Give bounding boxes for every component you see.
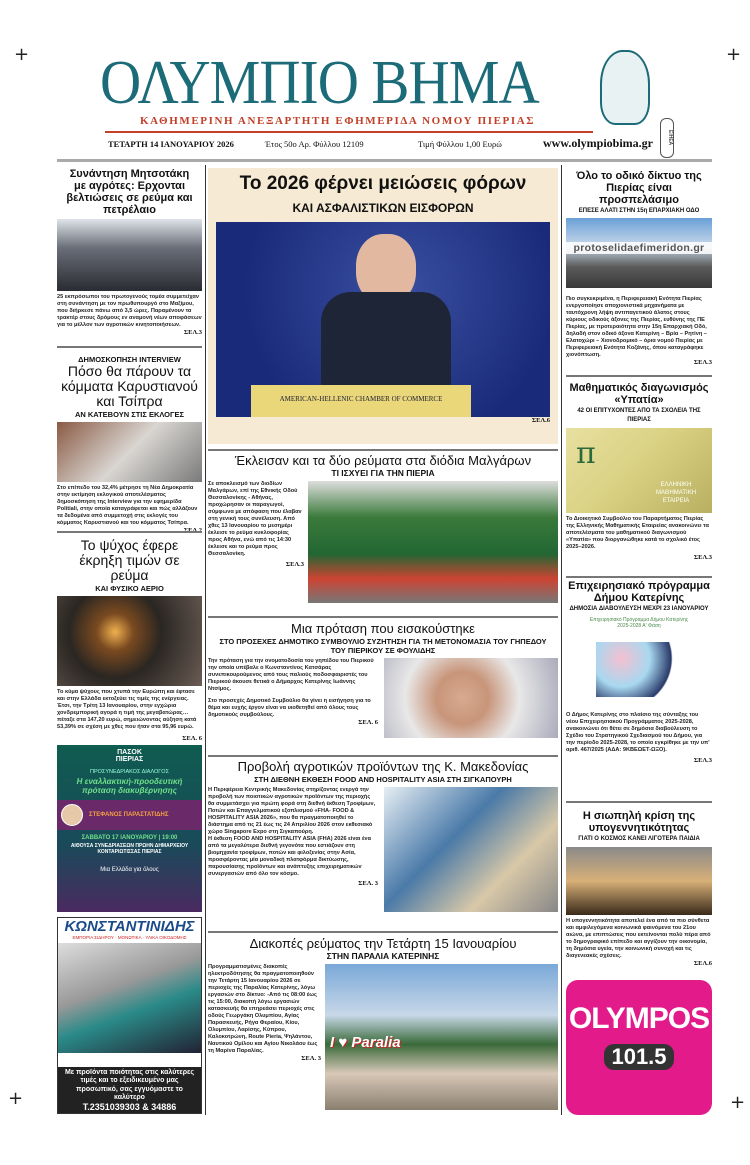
page-ref: ΣΕΛ. 6 xyxy=(182,735,202,742)
headline: Το ψύχος έφερε έκρηξη τιμών σε ρεύμα xyxy=(79,537,180,583)
konstantinidis-ad[interactable] xyxy=(57,917,202,1114)
ad-headline: Η εναλλακτική-προοδευτική πρόταση διακυβέρνησης xyxy=(76,777,183,795)
center-column xyxy=(208,168,558,1118)
article-photo xyxy=(57,422,202,482)
masthead-logo: ΟΛΥΜΠΙΟ ΒΗΜΑ xyxy=(100,49,539,117)
podium-sign: AMERICAN-HELLENIC CHAMBER OF COMMERCE xyxy=(251,385,471,417)
article[interactable] xyxy=(57,538,202,742)
article-body: Την πρόταση για την ονοματοδοσία του γηπέδου του Πιερικού την οποία υπέβαλε ο Κωνσταντίνος Κατσάρας συνεπικουρούμενος από τους παλιούς ποδοσφαιριστές του Πιερικού άκουσε θετικά ο Δήμαρχος Κατερίνης Ιωάννης Ντσίμος. xyxy=(208,658,374,692)
issue-date: ΤΕΤΑΡΤΗ 14 ΙΑΝΟΥΑΡΙΟΥ 2026 xyxy=(108,139,234,149)
road-photo xyxy=(566,218,712,288)
article[interactable] xyxy=(57,168,202,336)
article-body: Στο επίπεδο του 32,4% μέτρησε τη Νέα Δημοκρατία στην εκτίμηση εκλογικού αποτελέσματος δημοσκόπηση της Interview για την εφημερίδα Politiali, στην οποία καταγράφεται και πώς αλλάζουν τα δεδομένα από συμμετοχή στις εκλογές του κόμματος Καρυστιανού και του κόμματος Τσίπρα. xyxy=(57,485,198,526)
divider xyxy=(57,159,712,162)
headline: Μαθηματικός διαγωνισμός «Υπατία» xyxy=(569,382,709,406)
divider xyxy=(566,576,712,578)
article[interactable] xyxy=(566,170,712,366)
ad-phone: Τ.2351039303 & 34886 xyxy=(82,1101,177,1112)
article-body: Η Περιφέρεια Κεντρικής Μακεδονίας στηρίζοντας ενεργά την προβολή των ποιοτικών αγροτικών προϊόντων της περιοχής θα συμμετάσχει για πρώτη φορά στη διεθνή έκθεση Τροφίμων, Ποτών και Επαγγελματικού εξοπλισμού «FHA- FOOD & HOSPITALITY ASIA 2026», που θα πραγματοποιηθεί το διάστημα από τις 21 έως τις 24 Απριλίου 2026 στον εκθεσιακό χώρο Singapore Expo στη Σιγκαπούρη. xyxy=(208,787,376,835)
column-rule xyxy=(205,165,206,1115)
tractors-photo xyxy=(308,481,558,603)
divider xyxy=(57,531,202,533)
article-body: Το Διοικητικό Συμβούλιο του Παραρτήματος Πιερίας της Ελληνικής Μαθηματικής Εταιρείας ανακοινώνει τα αποτελέσματα του μαθηματικού διαγωνισμού «Υπατία» που διοργανώθηκε κατά το σχολικό έτος 2025–2026. xyxy=(566,516,709,550)
article-body: Πιο συγκεκριμένα, η Περιφερειακή Ενότητα Πιερίας ενεργοποίησε αποχιονιστικά μηχανήματα με ταυτόχρονη λήψη αντιπαγετικού άλατος στους κύριους οδικούς άξονες της Πιερίας, ευθύνης της ΠΕ Πιερίας, με προτεραιότητα στην 15η Επαρχιακή Οδό, δηλαδή στον οδικό άξονα Κατερίνη – Βρία – Ρητίνη – Ελατοχώρι – Χιονοδρομικό – όρια νομού Πιερίας με Περιφερειακή Ενότητα Κοζάνης, όπου καταγράφηκε χιονόπτωση. xyxy=(566,296,707,358)
headline: Προβολή αγροτικών προϊόντων της Κ. Μακεδονίας xyxy=(237,759,529,774)
image-caption: Επιχειρησιακό Πρόγραμμα Δήμου Κατερίνης 2025-2028 Α' Φάση xyxy=(589,617,689,629)
article-body: Προγραμματισμένες διακοπές ηλεκτροδότησης θα πραγματοποιηθούν την Τετάρτη 15 Ιανουαρίου 2026 σε περιοχές της Παραλίας Κατερίνης, λόγω εργασιών στο δίκτυο: -Από τις 08:00 έως τις 15:00, διακοπή λόγω εργασιών κατασκευής θα επηρεάσει περιοχές στις οδούς Γεωργάκη Ολυμπίου, Αγίας Παρασκευής, Ρήγα Φεραίου, Κίου, Ολυμπίου, Λαρίσης, Κύπρου, Καλοκοτρώνη, Route Pieria, Ψηλάντου, Ναυτικού Ομίλου και Αγίου Νικολάου έως τη Μαρίνα Παραλίας. xyxy=(208,964,318,1054)
subheadline: ΓΙΑΤΙ Ο ΚΟΣΜΟΣ ΚΑΝΕΙ ΛΙΓΟΤΕΡΑ ΠΑΙΔΙΑ xyxy=(578,836,700,842)
crop-mark: + xyxy=(730,1092,746,1113)
page-ref: ΣΕΛ. 3 xyxy=(301,1055,321,1062)
page-ref: ΣΕΛ.3 xyxy=(693,757,712,764)
page-ref: ΣΕΛ.6 xyxy=(531,417,550,424)
ad-speaker: ΣΤΕΦΑΝΟΣ ΠΑΡΑΣΤΑΤΙΔΗΣ xyxy=(89,812,169,818)
divider xyxy=(57,346,202,348)
headline: Επιχειρησιακό πρόγραμμα Δήμου Κατερίνης xyxy=(568,580,710,604)
ad-region: ΠΙΕΡΙΑΣ xyxy=(115,756,144,763)
right-column xyxy=(566,168,712,1118)
article[interactable] xyxy=(208,453,558,603)
ad-brand: ΚΩΝΣΤΑΝΤΙΝΙΔΗΣ xyxy=(64,918,195,935)
page-ref: ΣΕΛ.3 xyxy=(285,561,304,568)
ad-tagline: ΕΜΠΟΡΙΑ ΣΙΔΗΡΟΥ · ΜΟΝΩΤΙΚΑ · ΥΛΙΚΑ ΟΙΚΟΔΟΜΗΣ xyxy=(72,935,187,940)
page-ref: ΣΕΛ.3 xyxy=(693,359,712,366)
column-rule xyxy=(561,165,562,1115)
article[interactable] xyxy=(208,621,558,738)
article-body: Ο Δήμος Κατερίνης στο πλαίσιο της σύνταξης του νέου Επιχειρησιακού Προγράμματος 2025-2028, ανακοινώνει ότι θέτει σε δημόσια διαβούλευση το Σχέδιο του Στρατηγικού Σχεδιασμού του Δήμου, για την περίοδο 2025-2028, το οποίο εγκρίθηκε με την υπ' αριθ. 467/2025 (ΑΔΑ: 9ΚΒΕΩΕΤ-ΩΞΟ). xyxy=(566,712,710,753)
issue-number: Έτος 50ο Αρ. Φύλλου 12109 xyxy=(265,139,364,149)
page-ref: ΣΕΛ. 3 xyxy=(358,880,378,887)
ad-slogan: Μια Ελλάδα για όλους xyxy=(100,867,159,873)
olympos-radio-ad[interactable] xyxy=(566,980,712,1115)
headline: Πόσο θα πάρουν τα κόμματα Καρυστιανού και Τσίπρα xyxy=(61,363,198,409)
crop-mark: + xyxy=(14,44,30,65)
article-body: Στο προσεχές Δημοτικό Συμβούλιο θα γίνει η εισήγηση για το θέμα και ευχής έργον είναι να υιοθετηθεί από όλους τους δημοτικούς συμβούλους. xyxy=(208,698,371,718)
article-body: Σε αποκλεισμό των διοδίων Μαλγάρων, επί της Εθνικής Οδού Θεσσαλονίκης - Αθήνας, προχώρησαν οι παραγωγοί, σύμφωνα με απόφαση που έλαβαν στη γενική τους συνέλευση. Από χθες 13 Ιανουαρίου το μεσημέρι έκλεισε το ρεύμα κυκλοφορίας προς Αθήνα, ενώ από τις 14:30 έκλεισε και το ρεύμα προς Θεσσαλονίκη. xyxy=(208,481,302,557)
portrait-photo xyxy=(384,658,558,738)
article-body: Η έκθεση FOOD AND HOSPITALITY ASIA (FHA) 2026 είναι ένα από τα μεγαλύτερα διεθνή γεγονότα που εστιάζουν στη βιομηχανία τροφίμων, ποτών και φιλοξενίας στην Ασία, προσφέροντας μία μοναδική πλατφόρμα δικτύωσης, παρουσίασης προϊόντων και ανάπτυξης επιχειρηματικών συνεργασιών από όλο τον κόσμο. xyxy=(208,836,372,877)
divider xyxy=(208,616,558,618)
subheadline: ΣΤΗ ΔΙΕΘΝΗ ΕΚΘΕΣΗ FOOD AND HOSPITALITY ASIA ΣΤΗ ΣΙΓΚΑΠΟΥΡΗ xyxy=(254,775,512,784)
divider xyxy=(208,449,558,451)
family-illustration xyxy=(596,642,681,697)
lead-photo xyxy=(216,222,550,417)
pasok-ad[interactable] xyxy=(57,745,202,912)
crop-mark: + xyxy=(8,1088,24,1109)
ad-brand: OLYMPOS xyxy=(568,1002,710,1035)
lead-subheadline: ΚΑΙ ΑΣΦΑΛΙΣΤΙΚΩΝ ΕΙΣΦΟΡΩΝ xyxy=(292,201,474,215)
article[interactable] xyxy=(566,382,712,561)
article[interactable] xyxy=(208,759,558,912)
expo-photo xyxy=(384,787,558,912)
article-body: 25 εκπρόσωποι του πρωτογενούς τομέα συμμετείχαν στη συνάντηση με τον πρωθυπουργό στο Μαξίμου, που διήρκεσε πάνω από 3,5 ώρες. Παραμένουν τα τρακτέρ στους δρόμους εν αναμονή νέων αποφάσεων για το μέλλον των αγροτικών κινητοποιήσεων. xyxy=(57,294,202,328)
page-ref: ΣΕΛ. 6 xyxy=(358,719,378,726)
crop-mark: + xyxy=(726,44,742,65)
ad-org: ΠΑΣΟΚ xyxy=(117,749,142,756)
silhouette-photo xyxy=(566,847,712,915)
lightbulb-photo xyxy=(57,596,202,686)
article-photo xyxy=(57,219,202,291)
article[interactable] xyxy=(566,810,712,967)
zeus-head-logo xyxy=(600,50,650,125)
esiea-badge: ΕΙΗΕΑ xyxy=(660,118,674,158)
divider xyxy=(208,755,558,757)
headline: Η σιωπηλή κρίση της υπογεννητικότητας xyxy=(582,810,696,834)
headline: Διακοπές ρεύματος την Τετάρτη 15 Ιανουαρίου xyxy=(249,936,517,951)
page-ref: ΣΕΛ.3 xyxy=(693,554,712,561)
ad-text: Με προϊόντα ποιότητας στις καλύτερες τιμές και το εξειδικευμένο μας προσωπικό, σας εγγυόμαστε το καλύτερο xyxy=(64,1068,195,1101)
left-column xyxy=(57,168,202,1118)
headline: Μια πρόταση που εισακούστηκε xyxy=(291,621,475,636)
subheadline: 42 ΟΙ ΕΠΙΤΥΧΟΝΤΕΣ ΑΠΟ ΤΑ ΣΧΟΛΕΙΑ ΤΗΣ ΠΙΕΡΙΑΣ xyxy=(577,408,701,423)
subheadline: ΚΑΙ ΦΥΣΙΚΟ ΑΕΡΙΟ xyxy=(95,584,164,593)
subheadline: ΣΤΗΝ ΠΑΡΑΛΙΑ ΚΑΤΕΡΙΝΗΣ xyxy=(326,951,440,961)
divider xyxy=(566,801,712,803)
subheadline: ΑΝ ΚΑΤΕΒΟΥΝ ΣΤΙΣ ΕΚΛΟΓΕΣ xyxy=(74,410,185,419)
issue-price: Τιμή Φύλλου 1,00 Ευρώ xyxy=(418,139,502,149)
headline: Συνάντηση Μητσοτάκη με αγρότες: Ερχονται βελτιώσεις σε ρεύμα και πετρέλαιο xyxy=(66,168,193,216)
subheadline: ΔΗΜΟΣΙΑ ΔΙΑΒΟΥΛΕΥΣΗ ΜΕΧΡΙ 23 ΙΑΝΟΥΑΡΙΟΥ xyxy=(569,606,709,612)
divider xyxy=(105,131,593,133)
headline: Έκλεισαν και τα δύο ρεύματα στα διόδια Μαλγάρων xyxy=(234,453,532,468)
lead-headline: Το 2026 φέρνει μειώσεις φόρων xyxy=(239,173,527,194)
image-caption: ΕΛΛΗΝΙΚΗ ΜΑΘΗΜΑΤΙΚΗ ΕΤΑΙΡΕΙΑ xyxy=(655,482,697,504)
divider xyxy=(208,931,558,933)
headline: Όλο το οδικό δίκτυο της Πιερίας είναι προσπελάσιμο xyxy=(576,170,702,206)
article[interactable] xyxy=(566,580,712,764)
paralia-photo xyxy=(325,964,558,1110)
article-body: Η υπογεννητικότητα αποτελεί ένα από τα πιο σύνθετα και αμφιλεγόμενα κοινωνικά φαινόμενα του 21ου αιώνα, με επιπτώσεις που εκτείνονται πολύ πέρα από το δημογραφικό επίπεδο και αγγίζουν την οικονομία, τη δημόσια υγεία, την κοινωνική συνοχή και τις διαγενεακές σχέσεις. xyxy=(566,918,711,959)
article-body: Το κύμα ψύχους που χτυπά την Ευρώπη και έφτασε και στην Ελλάδα εκτοξεύει τις τιμές της ενέργειας. Έτσι, την Τρίτη 13 Ιανουαρίου, στην εγχώρια χονδρεμπορική αγορά η τιμή της μεγαβατώρας… πέταξε στα 147,20 ευρώ, σημειώνοντας αύξηση κατά 53,39% σε σχέση με χθες που ήταν στα 95,96 ευρώ. xyxy=(57,689,197,730)
speaker-avatar xyxy=(61,804,83,826)
subheadline: ΤΙ ΙΣΧΥΕΙ ΓΙΑ ΤΗΝ ΠΙΕΡΙΑ xyxy=(331,468,435,478)
subheadline: ΣΤΟ ΠΡΟΣΕΧΕΣ ΔΗΜΟΤΙΚΟ ΣΥΜΒΟΥΛΙΟ ΣΥΖΗΤΗΣΗ ΓΙΑ ΤΗ ΜΕΤΟΝΟΜΑΣΙΑ ΤΟΥ ΓΗΠΕΔΟΥ ΤΟΥ ΠΙΕΡΙΚΟΥ ΣΕ ΦΟΥΛΙΔΗΣ xyxy=(219,637,547,655)
article[interactable] xyxy=(208,936,558,1110)
page-ref: ΣΕΛ.3 xyxy=(183,329,202,336)
lead-article[interactable] xyxy=(208,168,558,444)
masthead-tagline: ΚΑΘΗΜΕΡΙΝΗ ΑΝΕΞΑΡΤΗΤΗ ΕΦΗΜΕΡΙΔΑ ΝΟΜΟΥ ΠΙΕΡΙΑΣ xyxy=(140,115,536,127)
website-link[interactable]: www.olympiobima.gr xyxy=(543,136,654,150)
ad-where: ΑΙΘΟΥΣΑ ΣΥΝΕΔΡΙΑΣΕΩΝ ΠΡΩΗΝ ΔΗΜΑΡΧΕΙΟΥ ΚΟΝΤΑΡΙΩΤΙΣΣΑΣ ΠΙΕΡΙΑΣ xyxy=(70,843,189,855)
ad-when: ΣΑΒΒΑΤΟ 17 ΙΑΝΟΥΑΡΙΟΥ | 19:00 xyxy=(81,835,178,841)
kicker: ΔΗΜΟΣΚΟΠΗΣΗ INTERVIEW xyxy=(78,355,181,364)
page-ref: ΣΕΛ.6 xyxy=(693,960,712,967)
ad-kicker: ΠΡΟΣΥΝΕΔΡΙΑΚΟΣ ΔΙΑΛΟΓΟΣ xyxy=(90,769,169,775)
paralia-sign: I ♥ Paralia xyxy=(330,1034,401,1051)
divider xyxy=(566,375,712,377)
subheadline: ΕΠΕΣΕ ΑΛΑΤΙ ΣΤΗΝ 15η ΕΠΑΡΧΙΑΚΗ ΟΔΟ xyxy=(578,208,700,214)
article[interactable] xyxy=(57,354,202,534)
ad-frequency: 101.5 xyxy=(604,1044,674,1070)
program-graphic xyxy=(566,617,712,709)
ad-photo xyxy=(58,943,201,1053)
math-photo xyxy=(566,428,712,513)
pi-icon: π xyxy=(576,436,596,471)
watermark: protoselidaefimeridon.gr xyxy=(566,242,712,254)
